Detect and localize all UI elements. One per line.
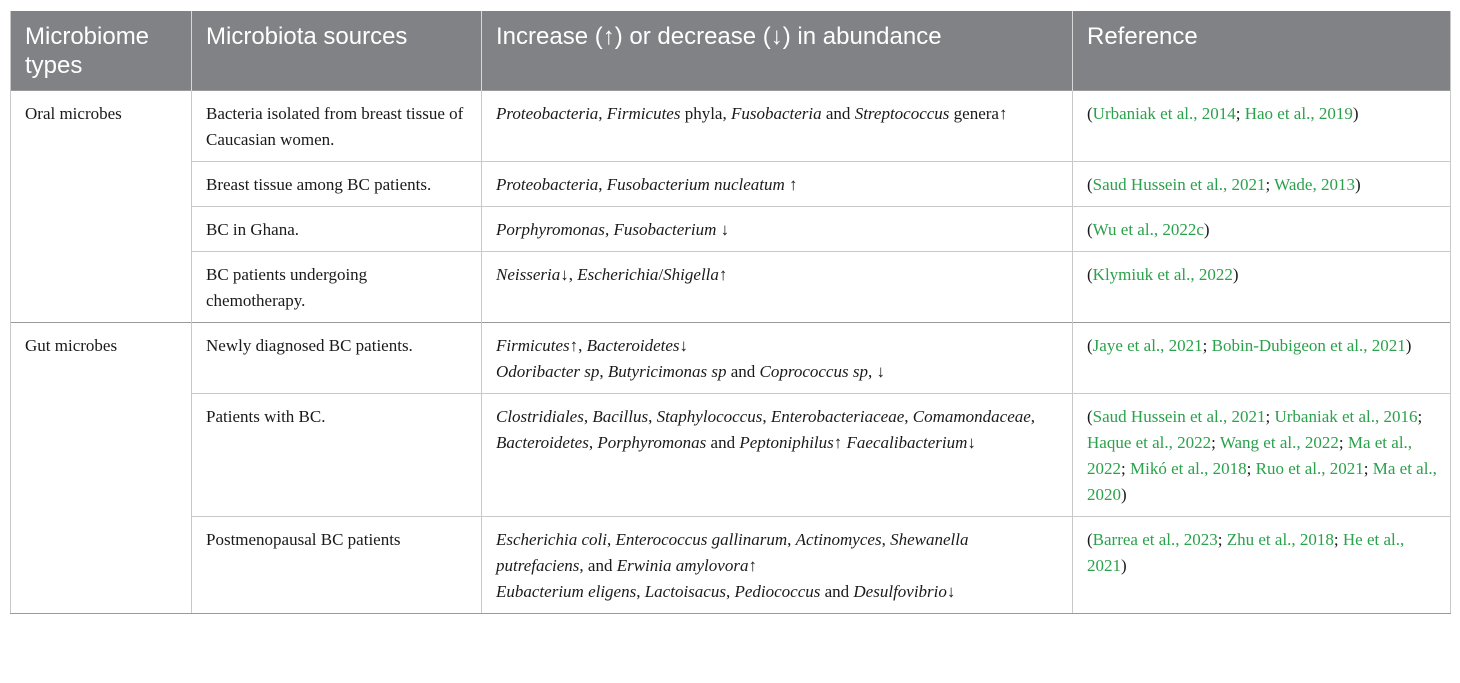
taxon-name: Clostridiales <box>496 406 584 426</box>
taxon-name: Desulfovibrio <box>853 581 947 601</box>
abundance-text: ↑ <box>833 432 847 452</box>
table-header <box>11 11 1451 90</box>
abundance-text: , <box>648 406 657 426</box>
citation-link[interactable]: He et al., 2021 <box>1087 529 1405 575</box>
abundance-text: ↑ <box>784 174 798 194</box>
header-abundance-change: Increase (↑) or decrease (↓) in abundance <box>482 11 1073 90</box>
taxon-name: Bacteroidetes <box>586 335 680 355</box>
citation-punctuation: ( <box>1087 264 1093 284</box>
citation-link[interactable]: Haque et al., 2022 <box>1087 432 1212 452</box>
abundance-text: ↓ <box>967 432 976 452</box>
citation-link[interactable]: Wu et al., 2022c <box>1092 219 1204 239</box>
citation-link[interactable]: Ma et al., 2020 <box>1087 458 1437 504</box>
reference-cell <box>1073 90 1451 161</box>
table-row <box>11 90 1451 161</box>
abundance-text: , <box>636 581 645 601</box>
abundance-cell <box>482 322 1073 393</box>
citation-punctuation: ) <box>1352 103 1359 123</box>
abundance-cell <box>482 90 1073 161</box>
abundance-text: , <box>598 174 607 194</box>
taxon-name: Firmicutes <box>606 103 681 123</box>
citation-punctuation: ) <box>1121 484 1127 504</box>
citation-link[interactable]: Barrea et al., 2023 <box>1092 529 1218 549</box>
taxon-name: Fusobacterium <box>613 219 717 239</box>
microbiome-type-cell: Gut microbes <box>11 322 192 613</box>
taxon-name: Lactoisacus <box>644 581 726 601</box>
abundance-text: phyla, <box>680 103 731 123</box>
citation-punctuation: ; <box>1265 406 1275 426</box>
taxon-name: Erwinia amylovora <box>616 555 749 575</box>
taxon-name: Enterococcus gallinarum <box>615 529 788 549</box>
abundance-text: , ↓ <box>867 361 885 381</box>
abundance-text: and <box>821 103 855 123</box>
abundance-text: ↓ <box>679 335 688 355</box>
citation-punctuation: ( <box>1087 335 1093 355</box>
source-cell: Patients with BC. <box>192 393 482 516</box>
taxon-name: Proteobacteria <box>496 174 599 194</box>
reference-cell <box>1073 161 1451 206</box>
citation-punctuation: ) <box>1232 264 1239 284</box>
taxon-name: Bacteroidetes <box>496 432 589 452</box>
citation-punctuation: ; <box>1417 406 1423 426</box>
taxon-name: Odoribacter sp <box>496 361 600 381</box>
abundance-text: ↓, <box>560 264 578 284</box>
taxon-name: Staphylococcus <box>656 406 763 426</box>
taxon-name: Eubacterium eligens <box>496 581 637 601</box>
abundance-text: ↑ <box>748 555 757 575</box>
citation-link[interactable]: Klymiuk et al., 2022 <box>1092 264 1233 284</box>
citation-punctuation: ( <box>1087 103 1093 123</box>
table-body <box>11 90 1451 613</box>
table-row <box>11 251 1451 322</box>
citation-link[interactable]: Urbaniak et al., 2014 <box>1092 103 1236 123</box>
citation-link[interactable]: Hao et al., 2019 <box>1244 103 1353 123</box>
header-reference: Reference <box>1073 11 1451 90</box>
citation-punctuation: ) <box>1121 555 1127 575</box>
taxon-name: Porphyromonas <box>597 432 707 452</box>
taxon-name: Shigella <box>663 264 719 284</box>
source-cell: BC in Ghana. <box>192 206 482 251</box>
taxon-name: Butyricimonas sp <box>607 361 727 381</box>
table-row <box>11 322 1451 393</box>
taxon-name: Escherichia <box>577 264 659 284</box>
abundance-text: ↑, <box>569 335 587 355</box>
citation-punctuation: ; <box>1246 458 1256 478</box>
taxon-name: Shewanella putrefaciens <box>496 529 969 575</box>
table-row <box>11 161 1451 206</box>
citation-punctuation: ; <box>1211 432 1220 452</box>
abundance-text: ↑ <box>718 264 728 284</box>
citation-punctuation: ; <box>1235 103 1245 123</box>
abundance-text: , <box>606 529 616 549</box>
abundance-cell <box>482 161 1073 206</box>
abundance-text: ↓ <box>716 219 730 239</box>
citation-link[interactable]: Saud Hussein et al., 2021 <box>1092 174 1266 194</box>
taxon-name: Neisseria <box>496 264 561 284</box>
abundance-cell <box>482 206 1073 251</box>
taxon-name: Coprococcus sp <box>759 361 868 381</box>
citation-link[interactable]: Jaye et al., 2021 <box>1092 335 1203 355</box>
abundance-text: , <box>588 432 598 452</box>
taxon-name: Comamondaceae <box>912 406 1031 426</box>
abundance-text: , <box>725 581 735 601</box>
abundance-text: , <box>787 529 796 549</box>
citation-link[interactable]: Zhu et al., 2018 <box>1226 529 1334 549</box>
taxon-name: Porphyromonas <box>496 219 605 239</box>
reference-cell <box>1073 206 1451 251</box>
taxon-name: Actinomyces <box>795 529 882 549</box>
taxon-name: Escherichia coli <box>496 529 607 549</box>
table-row <box>11 206 1451 251</box>
taxon-name: Fusobacterium nucleatum <box>606 174 785 194</box>
citation-punctuation: ) <box>1405 335 1412 355</box>
citation-link[interactable]: Bobin-Dubigeon et al., 2021 <box>1211 335 1406 355</box>
source-cell: Postmenopausal BC patients <box>192 516 482 613</box>
abundance-text: , <box>583 406 593 426</box>
citation-link[interactable]: Ma et al., 2022 <box>1087 432 1413 478</box>
abundance-text: ↓ <box>946 581 956 601</box>
table-row <box>11 393 1451 516</box>
taxon-name: Streptococcus <box>854 103 950 123</box>
citation-link[interactable]: Ruo et al., 2021 <box>1255 458 1364 478</box>
citation-link[interactable]: Urbaniak et al., 2016 <box>1274 406 1418 426</box>
taxon-name: Fusobacteria <box>730 103 822 123</box>
abundance-text: , <box>599 361 608 381</box>
citation-punctuation: ) <box>1354 174 1361 194</box>
citation-punctuation: ; <box>1217 529 1227 549</box>
citation-link[interactable]: Wade, 2013 <box>1274 174 1355 194</box>
citation-punctuation: ( <box>1087 174 1093 194</box>
abundance-cell <box>482 516 1073 613</box>
header-microbiota-sources: Microbiota sources <box>192 11 482 90</box>
citation-punctuation: ; <box>1202 335 1212 355</box>
taxon-name: Proteobacteria <box>496 103 599 123</box>
header-microbiome-types: Microbiome types <box>11 11 192 90</box>
abundance-text: , <box>881 529 891 549</box>
source-cell: Bacteria isolated from breast tissue of Caucasian women. <box>192 90 482 161</box>
abundance-text: , <box>604 219 614 239</box>
abundance-text: and <box>820 581 854 601</box>
citation-punctuation: ; <box>1265 174 1275 194</box>
abundance-text: , <box>762 406 771 426</box>
abundance-text: , <box>598 103 607 123</box>
abundance-cell <box>482 251 1073 322</box>
microbiome-table <box>10 11 1451 614</box>
citation-punctuation: ( <box>1087 406 1093 426</box>
citation-punctuation: ; <box>1338 432 1348 452</box>
abundance-cell <box>482 393 1073 516</box>
abundance-text: / <box>658 264 664 284</box>
taxon-name: Faecalibacterium <box>846 432 968 452</box>
citation-punctuation: ) <box>1203 219 1210 239</box>
header-row <box>11 11 1451 90</box>
reference-cell <box>1073 393 1451 516</box>
abundance-text: , <box>904 406 913 426</box>
citation-link[interactable]: Mikó et al., 2018 <box>1129 458 1247 478</box>
taxon-name: Enterobacteriaceae <box>770 406 905 426</box>
source-cell: Breast tissue among BC patients. <box>192 161 482 206</box>
source-cell: BC patients undergoing chemotherapy. <box>192 251 482 322</box>
abundance-text: , and <box>579 555 617 575</box>
reference-cell <box>1073 322 1451 393</box>
reference-cell <box>1073 516 1451 613</box>
abundance-text: , <box>1030 406 1036 426</box>
source-cell: Newly diagnosed BC patients. <box>192 322 482 393</box>
citation-link[interactable]: Saud Hussein et al., 2021 <box>1092 406 1266 426</box>
citation-punctuation: ; <box>1363 458 1373 478</box>
reference-cell <box>1073 251 1451 322</box>
citation-link[interactable]: Wang et al., 2022 <box>1219 432 1339 452</box>
taxon-name: Peptoniphilus <box>739 432 834 452</box>
abundance-text: and <box>726 361 760 381</box>
citation-punctuation: ; <box>1121 458 1130 478</box>
table-row <box>11 516 1451 613</box>
abundance-text: and <box>706 432 740 452</box>
abundance-text: genera↑ <box>949 103 1008 123</box>
taxon-name: Firmicutes <box>496 335 570 355</box>
citation-punctuation: ( <box>1087 529 1093 549</box>
microbiome-type-cell: Oral microbes <box>11 90 192 322</box>
taxon-name: Pediococcus <box>734 581 821 601</box>
citation-punctuation: ; <box>1333 529 1343 549</box>
citation-punctuation: ( <box>1087 219 1093 239</box>
taxon-name: Bacillus <box>592 406 649 426</box>
